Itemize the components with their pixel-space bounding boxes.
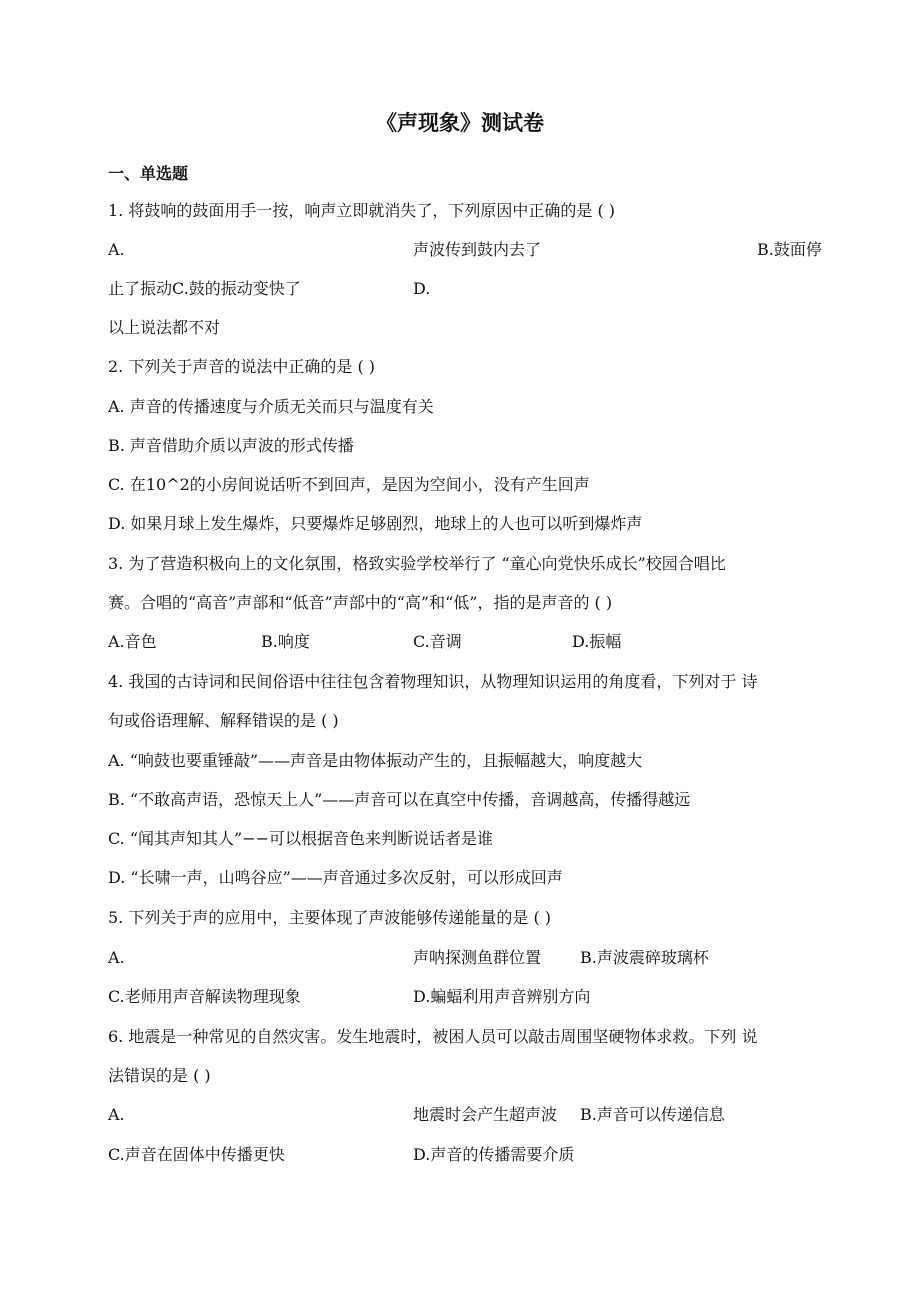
q6-option-b: B.声音可以传递信息 [580, 1105, 725, 1124]
q1-option-d-label: D. [413, 279, 431, 298]
q4-option-d: D. “长啸一声，山鸣谷应”——声音通过多次反射，可以形成回声 [108, 868, 563, 887]
q5-option-b: B.声波震碎玻璃杯 [580, 948, 709, 967]
q3-option-c: C.音调 [413, 632, 462, 651]
section-heading: 一、单选题 [108, 164, 189, 183]
q1-option-b-start: B.鼓面停 [757, 240, 822, 259]
q4-option-c: C. “闻其声知其人”−−可以根据音色来判断说话者是谁 [108, 829, 494, 848]
q5-option-a-label: A. [108, 948, 125, 967]
page-title: 《声现象》测试卷 [376, 110, 544, 135]
q3-stem-line1: 3. 为了营造积极向上的文化氛围，格致实验学校举行了 “童心向党快乐成长”校园合唱比 [108, 554, 726, 573]
q4-stem-line2: 句或俗语理解、解释错误的是 ( ) [108, 711, 339, 730]
q2-option-d: D. 如果月球上发生爆炸，只要爆炸足够剧烈，地球上的人也可以听到爆炸声 [108, 514, 643, 533]
q3-stem-line2: 赛。合唱的“高音”声部和“低音”声部中的“高”和“低”，指的是声音的 ( ) [108, 593, 613, 612]
q6-stem-line2: 法错误的是 ( ) [108, 1066, 211, 1085]
q3-option-b: B.响度 [261, 632, 310, 651]
q2-option-c: C. 在10^2的小房间说话听不到回声，是因为空间小，没有产生回声 [108, 475, 590, 494]
q1-option-a-text: 声波传到鼓内去了 [413, 240, 542, 259]
q4-stem-line1: 4. 我国的古诗词和民间俗语中往往包含着物理知识，从物理知识运用的角度看，下列对于 诗 [108, 672, 758, 691]
q5-stem: 5. 下列关于声的应用中，主要体现了声波能够传递能量的是 ( ) [108, 908, 552, 927]
q5-option-c: C.老师用声音解读物理现象 [108, 987, 301, 1006]
q1-option-a-label: A. [108, 240, 125, 259]
q2-option-b: B. 声音借助介质以声波的形式传播 [108, 436, 354, 455]
q6-option-a-text: 地震时会产生超声波 [413, 1105, 558, 1124]
q5-option-a-text: 声呐探测鱼群位置 [413, 948, 542, 967]
q5-option-d: D.蝙蝠利用声音辨别方向 [413, 987, 591, 1006]
q1-option-d-text: 以上说法都不对 [108, 318, 221, 337]
q6-option-c: C.声音在固体中传播更快 [108, 1145, 285, 1164]
q4-option-b: B. “不敢高声语，恐惊天上人”——声音可以在真空中传播，音调越高，传播得越远 [108, 790, 691, 809]
q2-stem: 2. 下列关于声音的说法中正确的是 ( ) [108, 357, 376, 376]
q1-line2: 止了振动C.鼓的振动变快了 [108, 279, 301, 298]
q1-stem: 1. 将鼓响的鼓面用手一按，响声立即就消失了，下列原因中正确的是 ( ) [108, 201, 616, 220]
q6-option-d: D.声音的传播需要介质 [413, 1145, 575, 1164]
q4-option-a: A. “响鼓也要重锤敲”——声音是由物体振动产生的，且振幅越大，响度越大 [108, 751, 643, 770]
q2-option-a: A. 声音的传播速度与介质无关而只与温度有关 [108, 397, 434, 416]
q6-stem-line1: 6. 地震是一种常见的自然灾害。发生地震时，被困人员可以敲击周围坚硬物体求救。下列 说 [108, 1027, 758, 1046]
q3-option-a: A.音色 [108, 632, 157, 651]
q3-option-d: D.振幅 [572, 632, 622, 651]
q6-option-a-label: A. [108, 1105, 125, 1124]
